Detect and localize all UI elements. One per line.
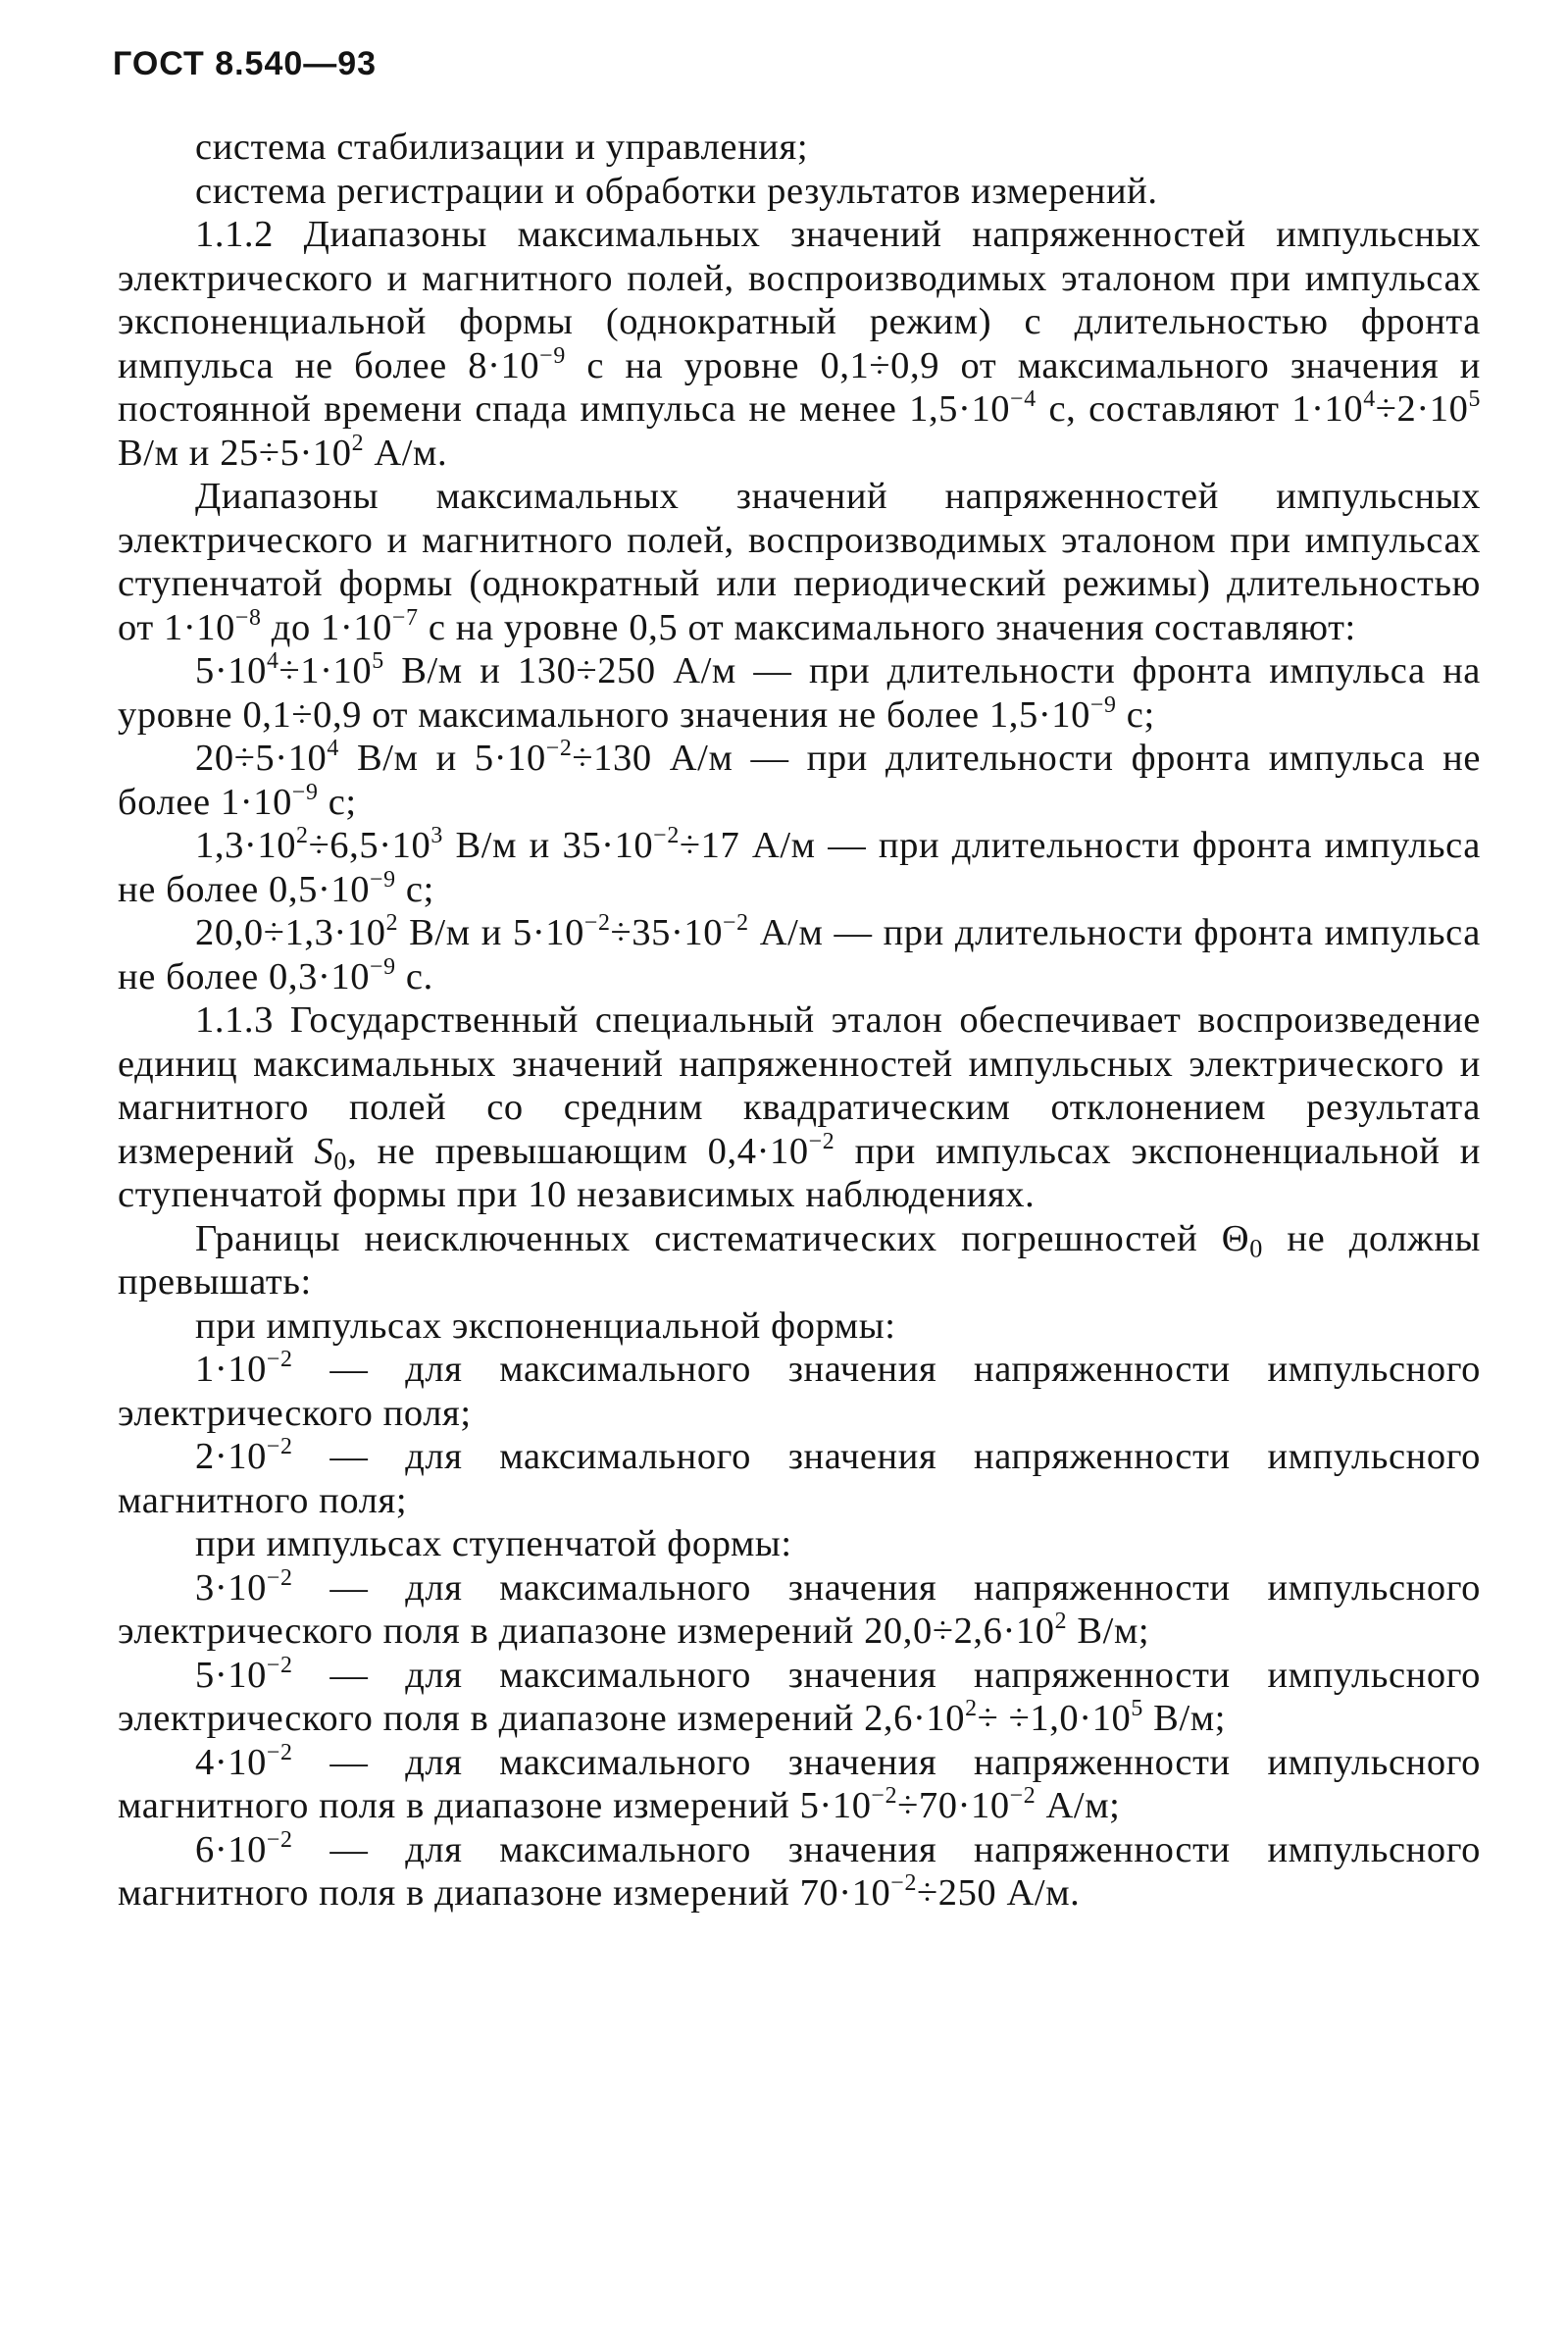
paragraph: система стабилизации и управления; [195, 127, 809, 168]
paragraph: при импульсах ступенчатой формы: [195, 1523, 792, 1564]
paragraph: $6\cdot 10^{-2}$ — для максимального значения напряженности импульсного магнитного поля в диапазоне измерений $70\cdot 10^{-2}\div 250$ А/м. [118, 1826, 1481, 1914]
paragraph: при импульсах экспоненциальной формы: [195, 1304, 896, 1347]
paragraph: $3\cdot 10^{-2}$ — для максимального значения напряженности импульсного электрического поля в диапазоне измерений $20,0\div 2,6\cdot 10^2$ В/м; [118, 1564, 1481, 1652]
paragraph: 1.1.3 Государственный специальный эталон обеспечивает воспроизведение единиц максимальных значений напряженностей импульсных электрического и магнитного полей со средним квадратическим отклонением результата измерений $S_0$, не превышающим $0,4\cdot 10^{-2}$ при импульсах экспоненциальной и ступенчатой формы при 10 независимых наблюдениях. [118, 999, 1481, 1215]
paragraph: $1,3\cdot 10^2\div 6,5\cdot 10^3$ В/м и $35\cdot 10^{-2}\div 17$ А/м — при длительности фронта импульса не более $0,5\cdot 10^{-9}$ с; [118, 823, 1481, 910]
paragraph: $1\cdot 10^{-2}$ — для максимального значения напряженности импульсного электрического поля; [118, 1347, 1481, 1434]
document-header: ГОСТ 8.540—93 [113, 45, 378, 82]
paragraph: $4\cdot 10^{-2}$ — для максимального значения напряженности импульсного магнитного поля в диапазоне измерений $5\cdot 10^{-2}\div 70\cdot 10^{-2}$ А/м; [118, 1739, 1481, 1826]
paragraph: система регистрации и обработки результатов измерений. [195, 170, 1158, 212]
paragraph: $2\cdot 10^{-2}$ — для максимального значения напряженности импульсного магнитного поля; [118, 1434, 1481, 1521]
paragraph: $20,0\div 1,3\cdot 10^2$ В/м и $5\cdot 10^{-2}\div 35\cdot 10^{-2}$ А/м — при длительности фронта импульса не более $0,3\cdot 10^{-9}$ с. [118, 910, 1481, 997]
paragraph: 1.1.2 Диапазоны максимальных значений напряженностей импульсных электрического и магнитного полей, воспроизводимых эталоном при импульсах экспоненциальной формы (однократный режим) с длительностью фронта импульса не более $8\cdot 10^{-9}$ с на уровне 0,1÷0,9 от максимального значения и постоянной времени спада импульса не менее $1,5\cdot 10^{-4}$ с, составляют $1\cdot 10^4\div 2\cdot 10^5$ В/м и $25\div 5\cdot 10^2$ А/м. [118, 214, 1482, 474]
paragraph: $5\cdot 10^4\div 1\cdot 10^5$ В/м и 130÷250 А/м — при длительности фронта импульса на уровне 0,1÷0,9 от максимального значения не более $1,5\cdot 10^{-9}$ с; [118, 648, 1481, 736]
paragraph: Диапазоны максимальных значений напряженностей импульсных электрического и магнитного полей, воспроизводимых эталоном при импульсах ступенчатой формы (однократный или периодический режимы) длительностью от $1\cdot 10^{-8}$ до $1\cdot 10^{-7}$ с на уровне 0,5 от максимального значения составляют: [118, 476, 1481, 648]
paragraph: Границы неисключенных систематических погрешностей $\Theta_0$ не должны превышать: [118, 1217, 1481, 1303]
body-text [118, 126, 1481, 1916]
paragraph: $20\div 5\cdot 10^4$ В/м и $5\cdot 10^{-2}\div 130$ А/м — при длительности фронта импульса не более $1\cdot 10^{-9}$ с; [118, 736, 1482, 823]
paragraph: $5\cdot 10^{-2}$ — для максимального значения напряженности импульсного электрического поля в диапазоне измерений $2,6\cdot 10^2\div \div 1,0\cdot 10^5$ В/м; [118, 1652, 1481, 1739]
